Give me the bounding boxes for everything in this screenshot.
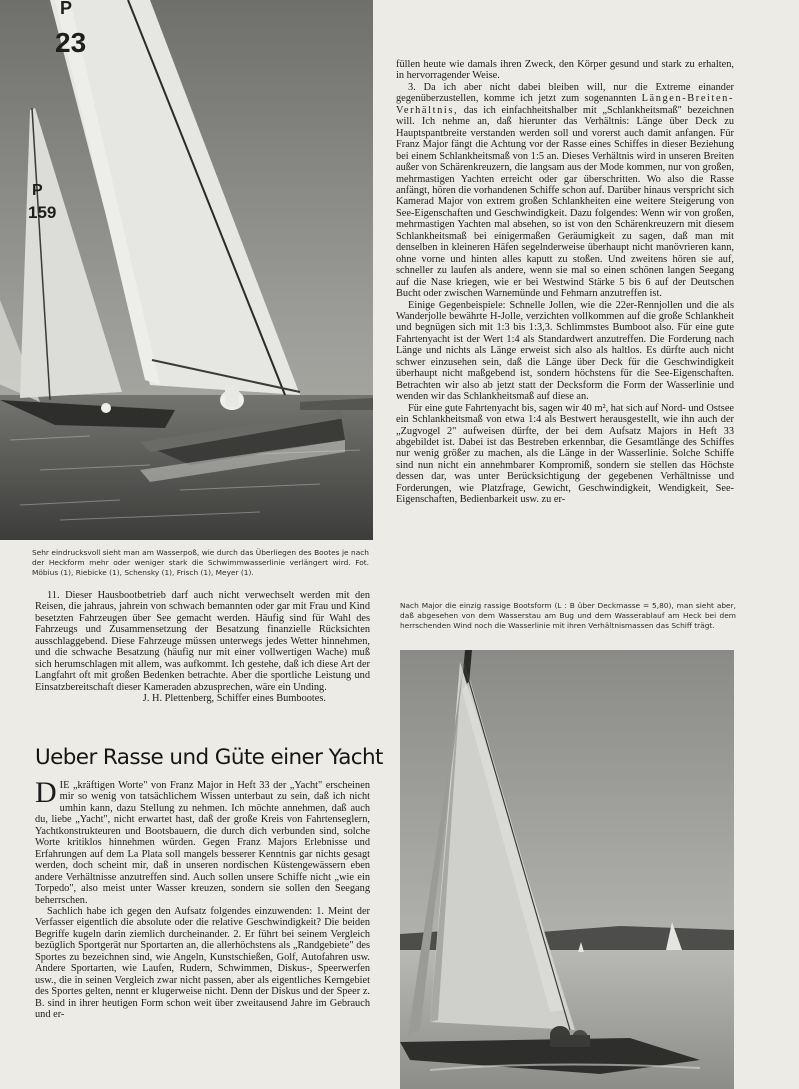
article-body-left [35, 776, 370, 1021]
yacht-illustration [400, 650, 734, 1089]
continuation-paragraph: füllen heute wie damals ihren Zweck, den Körper gesund und stark zu erhalten, in hervorragender Weise. [396, 59, 734, 82]
sail-letter-p: P [32, 182, 43, 199]
slenderness-rest: das ich einfachheitshalber mit „Schlankheitsmaß" bezeichnen will. Ich nehme an, daß hierunter das Verhältnis: Länge über Deck zu Hauptspantbreite verstanden werden soll und vorerst auch damit anfangen. Für Franz Major fängt die Achtung vor der Rasse eines Schiffes in dieser Beziehung bei einem Schlankheitsmaß von 1:5 an. Dieses Verhältnis wird in unseren Breiten außer von Schärenkreuzern, die langsam aus der Mode kommen, nur von großen, mehrmastigen Yachten erreicht oder gar überschritten. Wo also die Rasse anfängt, hören die vorhandenen Schiffe schon auf. Darüber hinaus verspricht sich Kamerad Major von extrem großen Schlankheiten eine weitere Steigerung von See-Eigenschaften und Geschwindigkeit. Dazu folgendes: Wenn wir von großen, mehrmastigen Yachten mal absehen, so ist von den Schärenkreuzern mit diesem Schlankheitsmaß bei einigermaßen Geräumigkeit zu sagen, daß man mit denselben in kleineren Häfen segelnderweise überhaupt nicht manövrieren kann, ohne vorne und hinten alles kaputt zu stoßen. Und zweitens hören sie auf, schneller zu laufen als andere, wenn sie mal so einen schönen langen Seegang auf die Nase kriegen, wie er bei Westwind Stärke 5 bis 6 auf der Deutschen Bucht oder zwischen Warnemünde und Fehmarn anzutreffen ist. [396, 104, 734, 300]
photo-regatta-sailboats [0, 0, 373, 540]
left-article-column [35, 590, 370, 705]
counterexamples-paragraph: Einige Gegenbeispiele: Schnelle Jollen, wie die 22er-Rennjollen und die als Wanderjolle bewährte H-Jolle, verzichten vollkommen auf die große Schlankheit und begnügen sich mit 1:3 bis 1:3,3. Schlimmstes Bumboot also. Für eine gute Fahrtenyacht ist der Wert 1:4 als Standardwert anzutreffen. Die Forderung nach Länge und nichts als Länge erweist sich also als haltlos. Es dürfte auch nicht schwer einzusehen sein, daß die Länge über Deck für die Geschwindigkeit überhaupt nicht maßgebend ist, sondern höchstens für die See-Eigenschaften. Betrachten wir also ab jetzt statt der Decksform die Form der Wasserlinie und wenden wir das Schlankheitsmaß auf diese an. [396, 299, 734, 403]
sail-number-23: 23 [55, 27, 87, 58]
sail-number-159: 159 [28, 203, 57, 222]
right-article-column [396, 59, 734, 506]
slenderness-paragraph [396, 82, 734, 300]
sail-letter-top: P [60, 0, 73, 18]
sailboats-illustration [0, 0, 373, 540]
photo-slender-yacht [400, 650, 734, 1089]
cruising-yacht-paragraph: Für eine gute Fahrtenyacht bis, sagen wir 40 m², hat sich auf Nord- und Ostsee ein Schlankheitsmaß von etwa 1:4 als Bestwert herausgestellt, wie ihn auch der „Zugvogel 2" aufweisen dürfte, der bei dem Aufsatz Majors in Heft 33 abgebildet ist. Dabei ist das Bestreben erkennbar, die Gesamtlänge des Schiffes nur wenig größer zu machen, als die Länge in der Wasserlinie. Solche Schiffe sind nun nicht ein annehmbarer Kompromiß, sondern sie stellen das Höchste dessen dar, was unter Berücksichtigung der gegebenen Verhältnisse und Forderungen, wie Platzfrage, Gewicht, Geschwindigkeit, Wendigkeit, See-Eigenschaften, Bedienbarkeit usw. zu er- [396, 402, 734, 506]
author-signature: J. H. Plettenberg, Schiffer eines Bumbootes. [142, 693, 326, 705]
objections-paragraph: Sachlich habe ich gegen den Aufsatz folgendes einzuwenden: 1. Meint der Verfasser eigentlich die absolute oder die relative Geschwindigkeit? Die beiden Begriffe kugeln darin ziemlich durcheinander. 2. Er führt bei seinem Vergleich bezüglich Sportgerät nur Sportarten an, die allerhöchstens als „Randgebiete" des Sportes zu bezeichnen sind, wie Angeln, Kunstschießen, Golf, Autofahren usw. Andere Sportarten, wie Laufen, Rudern, Schwimmen, Diskus-, Speerwerfen usw., die in seinen Vergleich zwar nicht passen, aber als eigentliches Kerngebiet des Sportes gelten, nennt er klugerweise nicht. Denn der Diskus und der Speer z. B. sind in ihrer heutigen Form schon weit über zweitausend Jahre im Gebrauch und er- [35, 905, 370, 1021]
slenderness-intro: 3. Da ich aber nicht dabei bleiben will, nur die Extreme einander gegenüberzustellen, komme ich jetzt zum sogenannten [396, 81, 734, 105]
top-photo-caption: Sehr eindrucksvoll sieht man am Wasserpoß, wie durch das Überliegen des Bootes je nach der Heckform mehr oder weniger stark die Schwimmwasserlinie verlängert wird. Fot. Möbius (1), Riebicke (1), Schensky (1), Frisch (1), Meyer (1). [32, 548, 369, 577]
intro-text: IE „kräftigen Worte" von Franz Major in Heft 33 der „Yacht" erscheinen mir so wenig von tatsächlichem Wissen unterbaut zu sein, daß ich nicht umhin kann, dazu Stellung zu nehmen. Ich möchte annehmen, daß auch du, liebe „Yacht", nicht erwartet hast, daß der große Kreis von Fahrtenseglern, Yachtkonstrukteuren und Bootsbauern, die durch dich verbunden sind, solche Worte kritiklos hinnehmen würden. Gegen Franz Majors Erlebnisse und Erfahrungen auf dem La Plata soll mangels besserer Kenntnis gar nichts gesagt werden, doch scheint mir, daß in unseren nordischen Küstengewässern eben andere Verhältnisse anzutreffen sind. Auch sollen unsere Schiffe nicht „wie ein Torpedo", also meist unter Wasser kreuzen, sondern sie sollen den Seegang beherrschen. [35, 780, 370, 906]
spaced-term: Längen-Breiten-Verhältnis, [396, 93, 734, 116]
article-title: Ueber Rasse und Güte einer Yacht [35, 745, 383, 770]
houseboat-paragraph: 11. Dieser Hausbootbetrieb darf auch nicht verwechselt werden mit den Reisen, die jahraus, jahrein von schwach bemannten oder gar mit Frau und Kind besetzten Fahrzeugen über See gemacht werden. Häufig sind für Wahl des Fahrzeugs und Zusammensetzung der Besatzung finanzielle Rücksichten ausschlaggebend. Diese Fahrzeuge müssen unterwegs jedes Wetter hinnehmen, und die schwache Besatzung (häufig nur mit einer vollwertigen Wache) muß sich herumschlagen mit allem, was aufkommt. Ich gestehe, daß ich diese Art der Langfahrt oft mit großen Bedenken betrachte. Aber die sportliche Leistung und Einsatzbereitschaft dieser Kameraden abzusprechen, wäre ein Unding. [35, 590, 370, 693]
bottom-photo-caption: Nach Major die einzig rassige Bootsform (L : B über Deckmasse = 5,80), man sieht aber, daß abgesehen von dem Wasserstau am Bug und dem Wasserablauf am Heck bei dem herrschenden Wind noch die Wasserlinie mit ihren Verhältnismassen das Schiff trägt. [400, 601, 736, 630]
article-intro-paragraph [35, 776, 370, 906]
drop-cap: D [35, 776, 57, 809]
